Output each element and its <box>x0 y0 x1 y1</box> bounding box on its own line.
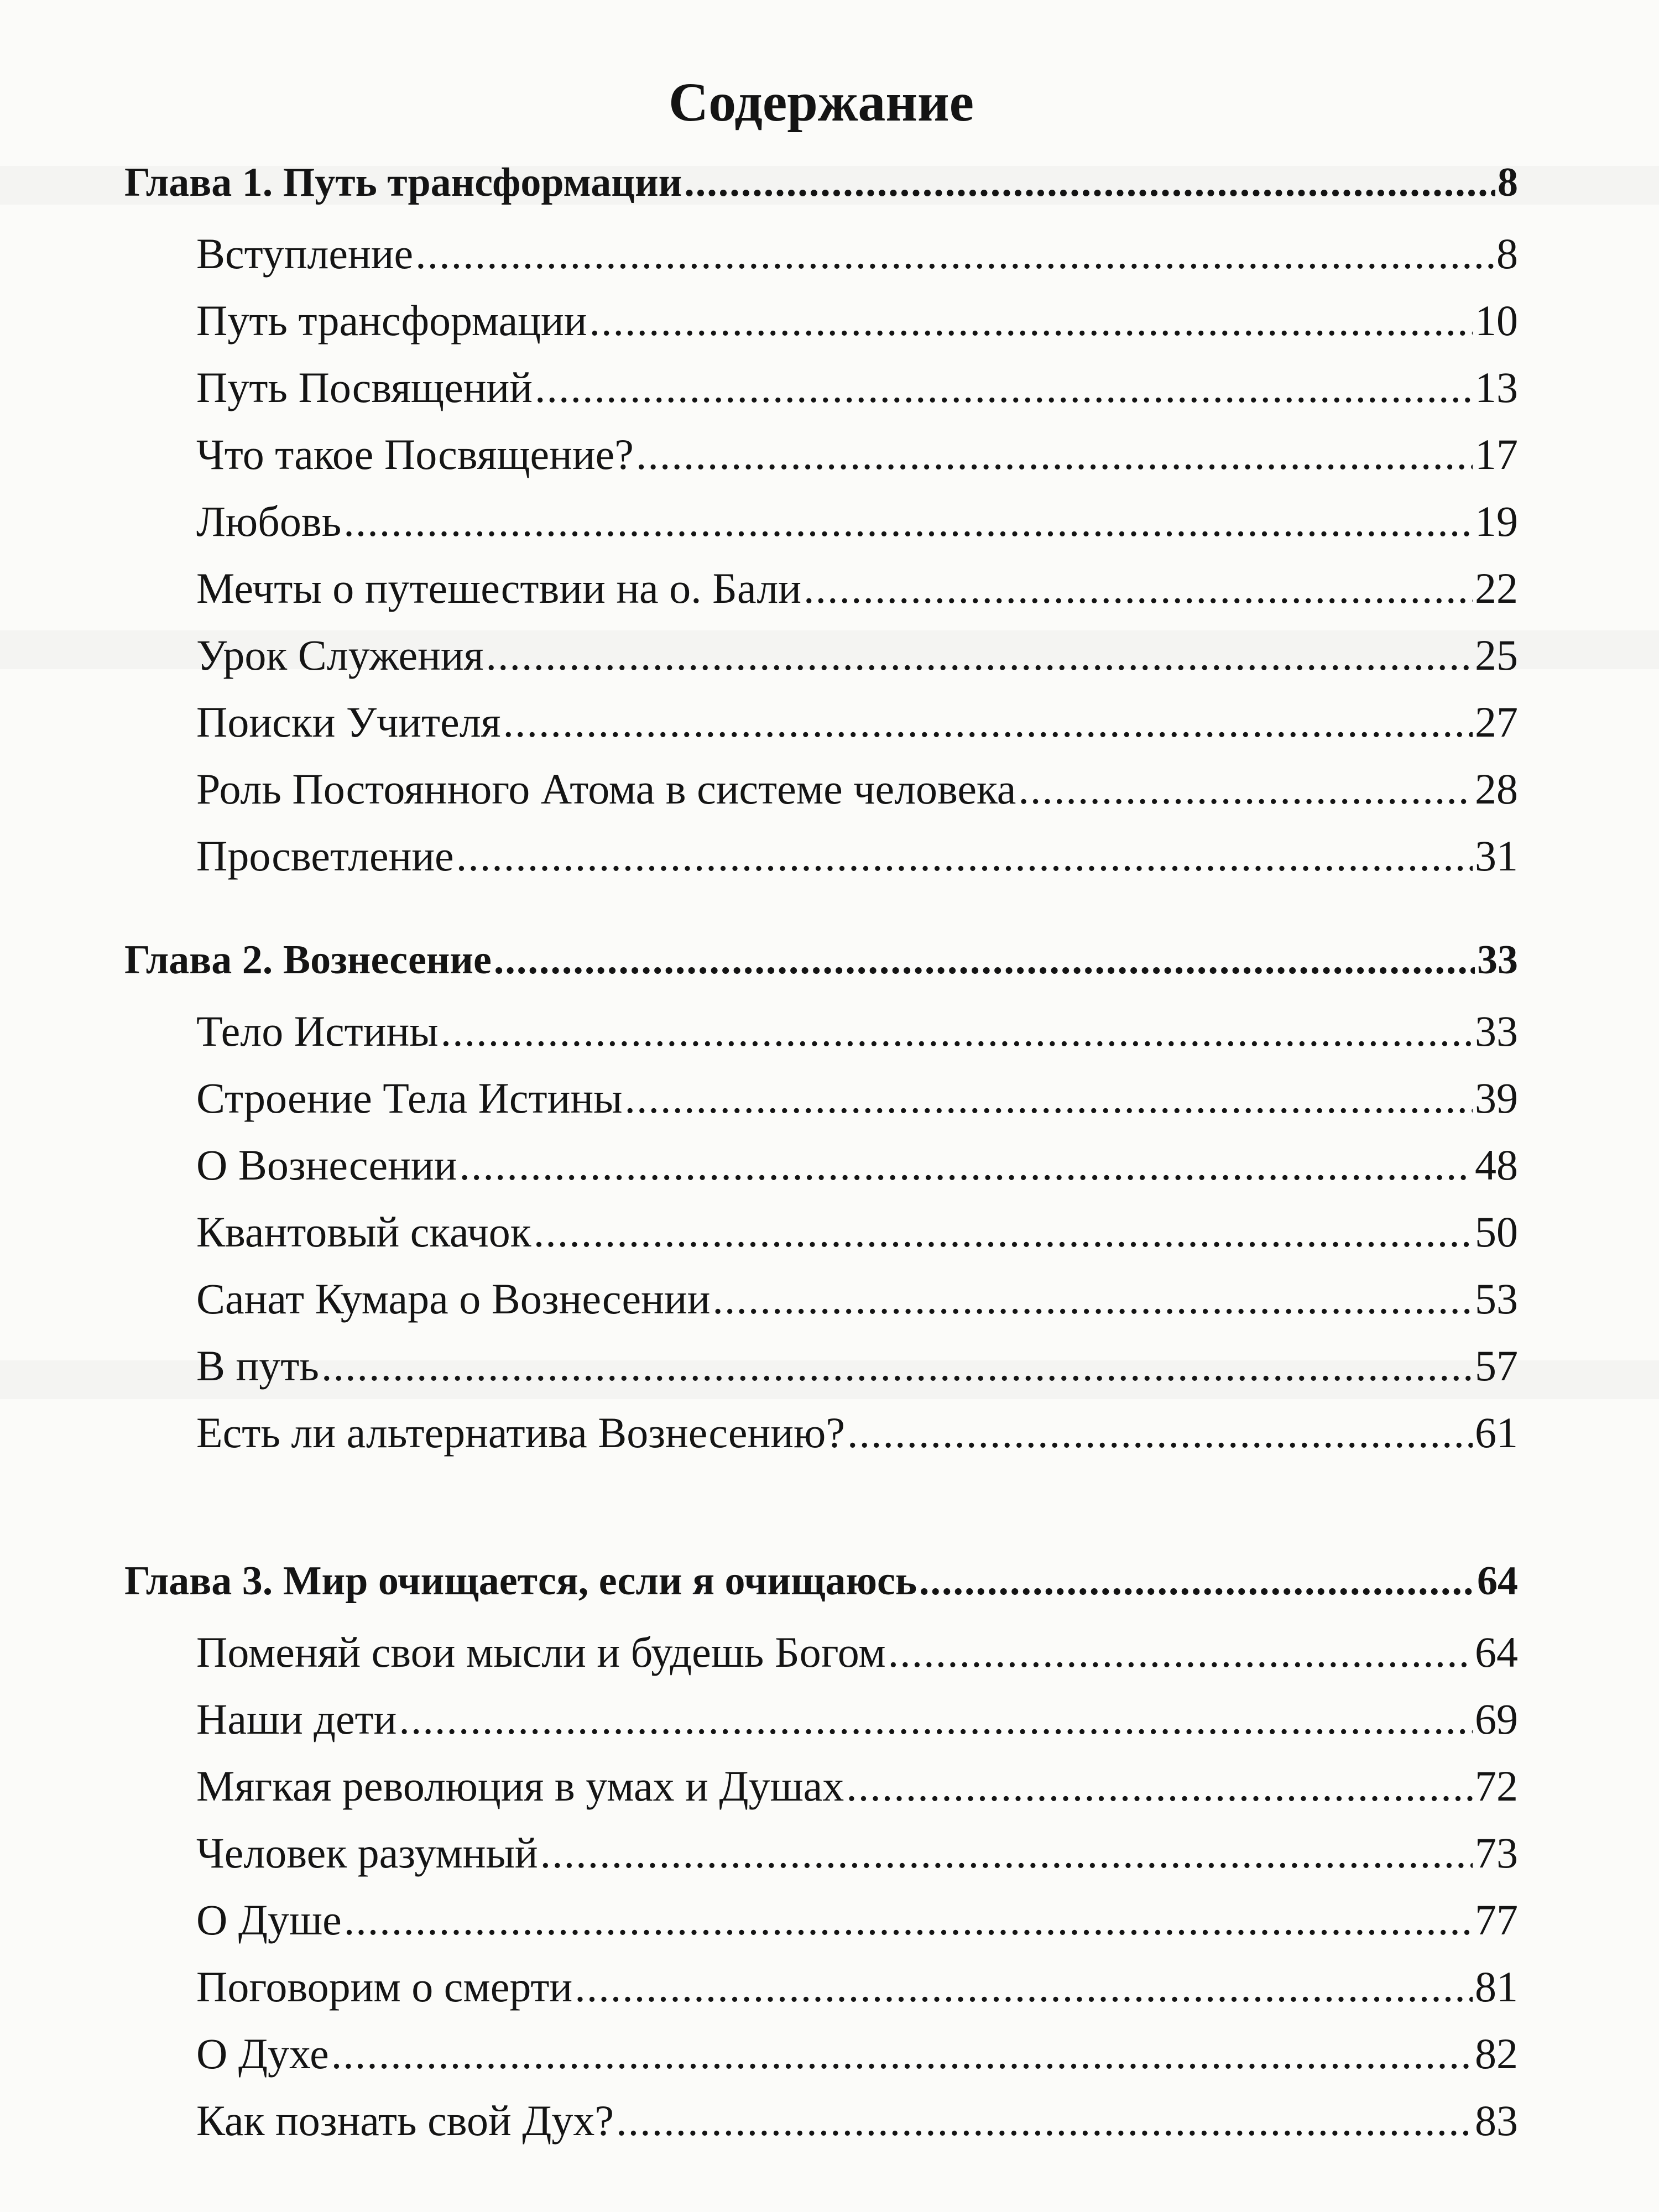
toc-entry <box>124 2029 1518 2096</box>
dot-leader <box>636 430 1473 479</box>
dot-leader <box>486 630 1473 680</box>
chapter-section <box>124 937 1518 1475</box>
entry-title: Строение Тела Истины <box>196 1074 623 1122</box>
dot-leader <box>534 1207 1473 1257</box>
chapter-page-number: 33 <box>1477 937 1518 983</box>
entry-page-number: 8 <box>1496 229 1518 278</box>
entry-page-number: 25 <box>1475 631 1518 679</box>
entry-page-number: 53 <box>1475 1275 1518 1323</box>
toc-entry <box>124 229 1518 296</box>
entry-page-number: 57 <box>1475 1342 1518 1390</box>
dot-leader <box>503 697 1473 747</box>
entry-title: Санат Кумара о Вознесении <box>196 1275 711 1323</box>
dot-leader <box>415 229 1494 279</box>
toc-entry <box>124 1073 1518 1140</box>
chapter-section <box>124 159 1518 898</box>
toc-entry <box>124 497 1518 564</box>
entry-title: О Духе <box>196 2030 329 2078</box>
toc-entry <box>124 630 1518 697</box>
chapter-page-number: 64 <box>1477 1558 1518 1604</box>
toc-entry <box>124 430 1518 497</box>
dot-leader <box>616 2096 1473 2146</box>
dot-leader <box>624 1073 1473 1123</box>
entry-title: Путь Посвящений <box>196 363 533 411</box>
toc-entry <box>124 296 1518 363</box>
entry-page-number: 39 <box>1475 1074 1518 1122</box>
toc-entry <box>124 1274 1518 1341</box>
dot-leader <box>589 296 1473 346</box>
entry-page-number: 82 <box>1475 2030 1518 2078</box>
dot-leader <box>494 937 1475 984</box>
toc-entry <box>124 1627 1518 1694</box>
entry-page-number: 64 <box>1475 1628 1518 1676</box>
entry-title: В путь <box>196 1342 319 1390</box>
dot-leader <box>535 363 1473 413</box>
entry-title: Как познать свой Дух? <box>196 2096 614 2145</box>
entry-page-number: 31 <box>1475 832 1518 880</box>
entry-title: Есть ли альтернатива Вознесению? <box>196 1408 845 1457</box>
entry-page-number: 10 <box>1475 296 1518 345</box>
entry-page-number: 19 <box>1475 497 1518 545</box>
dot-leader <box>919 1558 1475 1605</box>
toc-entry <box>124 697 1518 764</box>
toc-entry <box>124 1962 1518 2029</box>
entry-title: Мягкая революция в умах и Душах <box>196 1762 844 1810</box>
entry-page-number: 17 <box>1475 430 1518 478</box>
chapter-heading <box>124 937 1518 1006</box>
entry-title: Урок Служения <box>196 631 484 679</box>
toc-entry <box>124 1207 1518 1274</box>
entry-title: Человек разумный <box>196 1829 538 1877</box>
dot-leader <box>1018 764 1473 814</box>
chapter-section <box>124 1558 1518 2163</box>
toc-entry <box>124 764 1518 831</box>
toc-entry <box>124 1341 1518 1408</box>
entry-page-number: 61 <box>1475 1408 1518 1457</box>
dot-leader <box>804 564 1473 613</box>
toc-entry <box>124 2096 1518 2163</box>
entry-page-number: 28 <box>1475 765 1518 813</box>
dot-leader <box>847 1408 1473 1458</box>
table-of-contents <box>124 66 1518 2163</box>
entry-title: Квантовый скачок <box>196 1208 531 1256</box>
dot-leader <box>441 1006 1473 1056</box>
chapter-title: Глава 2. Вознесение <box>124 937 492 983</box>
dot-leader <box>459 1140 1473 1190</box>
toc-entry <box>124 1828 1518 1895</box>
entry-page-number: 77 <box>1475 1896 1518 1944</box>
entry-title: Что такое Посвящение? <box>196 430 634 478</box>
entry-page-number: 13 <box>1475 363 1518 411</box>
toc-entry <box>124 1140 1518 1207</box>
dot-leader <box>344 1895 1473 1945</box>
chapter-spacer <box>124 1475 1518 1558</box>
chapter-title: Глава 3. Мир очищается, если я очищаюсь <box>124 1558 917 1604</box>
toc-entry <box>124 831 1518 898</box>
entry-title: О Душе <box>196 1896 342 1944</box>
dot-leader <box>456 831 1473 881</box>
chapter-title: Глава 1. Путь трансформации <box>124 160 682 205</box>
entry-title: Вступление <box>196 229 414 278</box>
dot-leader <box>712 1274 1473 1324</box>
entry-title: О Вознесении <box>196 1141 457 1189</box>
entry-title: Путь трансформации <box>196 296 587 345</box>
dot-leader <box>888 1627 1473 1677</box>
chapter-heading <box>124 159 1518 229</box>
entry-title: Поговорим о смерти <box>196 1963 573 2011</box>
entry-title: Роль Постоянного Атома в системе человека <box>196 765 1016 813</box>
page-title: Содержание <box>668 71 974 133</box>
entry-page-number: 33 <box>1475 1007 1518 1055</box>
entry-title: Наши дети <box>196 1695 397 1743</box>
toc-entry <box>124 1761 1518 1828</box>
toc-entry <box>124 1408 1518 1475</box>
toc-entry <box>124 1895 1518 1962</box>
dot-leader <box>321 1341 1473 1391</box>
dot-leader <box>846 1761 1473 1811</box>
toc-entry <box>124 1006 1518 1073</box>
dot-leader <box>684 159 1495 206</box>
dot-leader <box>343 497 1473 546</box>
entry-title: Просветление <box>196 832 454 880</box>
toc-entry <box>124 564 1518 630</box>
toc-list <box>124 159 1518 2163</box>
entry-title: Поиски Учителя <box>196 698 501 746</box>
dot-leader <box>575 1962 1473 2012</box>
entry-title: Мечты о путешествии на о. Бали <box>196 564 801 612</box>
toc-entry <box>124 363 1518 430</box>
toc-entry <box>124 1694 1518 1761</box>
entry-title: Тело Истины <box>196 1007 439 1055</box>
entry-page-number: 27 <box>1475 698 1518 746</box>
entry-page-number: 50 <box>1475 1208 1518 1256</box>
entry-page-number: 83 <box>1475 2096 1518 2145</box>
entry-page-number: 69 <box>1475 1695 1518 1743</box>
entry-page-number: 73 <box>1475 1829 1518 1877</box>
dot-leader <box>399 1694 1473 1744</box>
entry-page-number: 72 <box>1475 1762 1518 1810</box>
entry-page-number: 48 <box>1475 1141 1518 1189</box>
entry-page-number: 22 <box>1475 564 1518 612</box>
chapter-page-number: 8 <box>1498 160 1518 205</box>
dot-leader <box>540 1828 1473 1878</box>
chapter-heading <box>124 1558 1518 1627</box>
entry-title: Поменяй свои мысли и будешь Богом <box>196 1628 886 1676</box>
dot-leader <box>331 2029 1473 2079</box>
entry-title: Любовь <box>196 497 342 545</box>
entry-page-number: 81 <box>1475 1963 1518 2011</box>
chapter-spacer <box>124 898 1518 937</box>
